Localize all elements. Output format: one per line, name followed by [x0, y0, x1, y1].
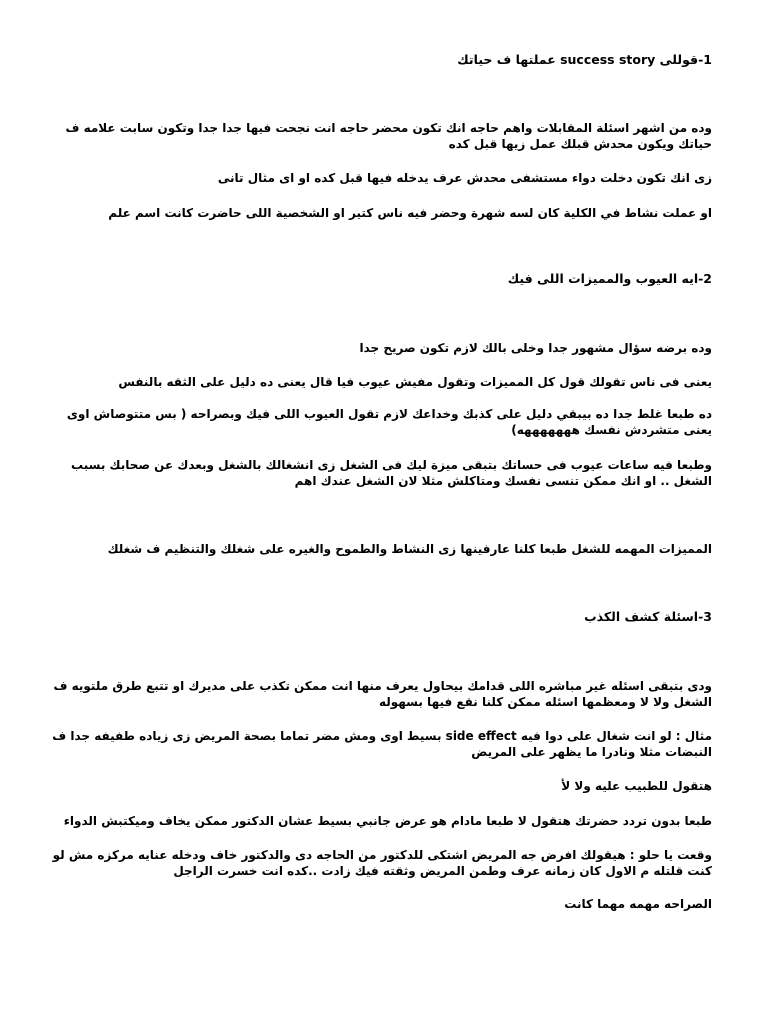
- paragraph-important-strengths: المميزات المهمه للشغل طبعا كلنا عارفينها زى النشاط والطموح والغيره على شغلك والتنظيم ف شغلك: [107, 542, 712, 556]
- paragraph-success-story-example-2: او عملت نشاط في الكلية كان لسه شهرة وحضر فيه ناس كتير او الشخصية اللى حاضرت كانت اسم علم: [108, 206, 712, 220]
- paragraph-lie-detection-example: مثال : لو انت شغال على دوا فيه side effect بسيط اوى ومش مضر تماما بصحة المريض زى زياده طفيفه جدا ف النبضات مثلا ونادرا ما يظهر على المريض: [52, 729, 712, 759]
- paragraph-strengths-myth: يعنى فى ناس تقولك قول كل المميزات وتقول مفيش عيوب فيا قال يعنى ده دليل على الثقه بالنفس: [118, 375, 712, 389]
- paragraph-success-story-example-1: زى انك تكون دخلت دواء مستشفى محدش عرف يدخله فيها قبل كده او اى مثال تانى: [217, 171, 712, 185]
- paragraph-honesty-matters: الصراحه مهمه مهما كانت: [564, 897, 712, 911]
- paragraph-strengths-intro: وده برضه سؤال مشهور جدا وخلى بالك لازم تكون صريح جدا: [359, 341, 712, 355]
- heading-success-story: 1-قوللى success story عملتها ف حياتك: [457, 52, 712, 67]
- paragraph-lie-detection-question: هتقول للطبيب عليه ولا لأ: [561, 779, 712, 793]
- paragraph-success-story-intro: وده من اشهر اسئلة المقابلات واهم حاجه انك تكون محضر حاجه انت نجحت فيها جدا جدا وتكون سابت علامه ف حياتك ويكون محدش قبلك عمل زيها قبل كده: [65, 121, 712, 151]
- paragraph-strengths-honesty: ده طبعا غلط جدا ده بيبقي دليل على كذبك وخداعك لازم تقول العيوب اللى فيك وبصراحه ( بس متتوصاش اوى يعنى متشردش نفسك هههههههه): [66, 407, 712, 437]
- paragraph-lie-detection-intro: ودى بتبقى اسئله غير مباشره اللى قدامك بيحاول يعرف منها انت ممكن تكذب على مديرك او تتبع طرق ملتويه ف الشغل ولا لا ومعظمها اسئله ممكن كلنا نقع فيها بسهوله: [53, 679, 712, 709]
- heading-strengths-weaknesses: 2-ايه العيوب والمميزات اللى فيك: [507, 271, 712, 286]
- heading-lie-detection: 3-اسئلة كشف الكذب: [584, 609, 712, 624]
- paragraph-weakness-as-strength: وطبعا فيه ساعات عيوب فى حساتك بتبقى ميزة ليك فى الشغل زى انشغالك بالشغل وبعدك عن صحابك بسبب الشغل .. او انك ممكن تنسى نفسك ومتاكلش مثلا لان الشغل عندك اهم: [71, 458, 712, 488]
- paragraph-lie-detection-answer: طبعا بدون تردد حضرتك هتقول لا طبعا مادام هو عرض جانبي بسيط عشان الدكتور ممكن يخاف وميكتبش الدواء: [63, 814, 712, 828]
- paragraph-lie-detection-trap: وقعت يا حلو : هيقولك افرض جه المريض اشتكى للدكتور من الحاجه دى والدكتور خاف ودخله عنايه مركزه مش لو كنت قلتله م الاول كان زمانه عرف وطمن المريض وثقته فيك زادت ..كده انت خسرت الراجل: [52, 848, 712, 878]
